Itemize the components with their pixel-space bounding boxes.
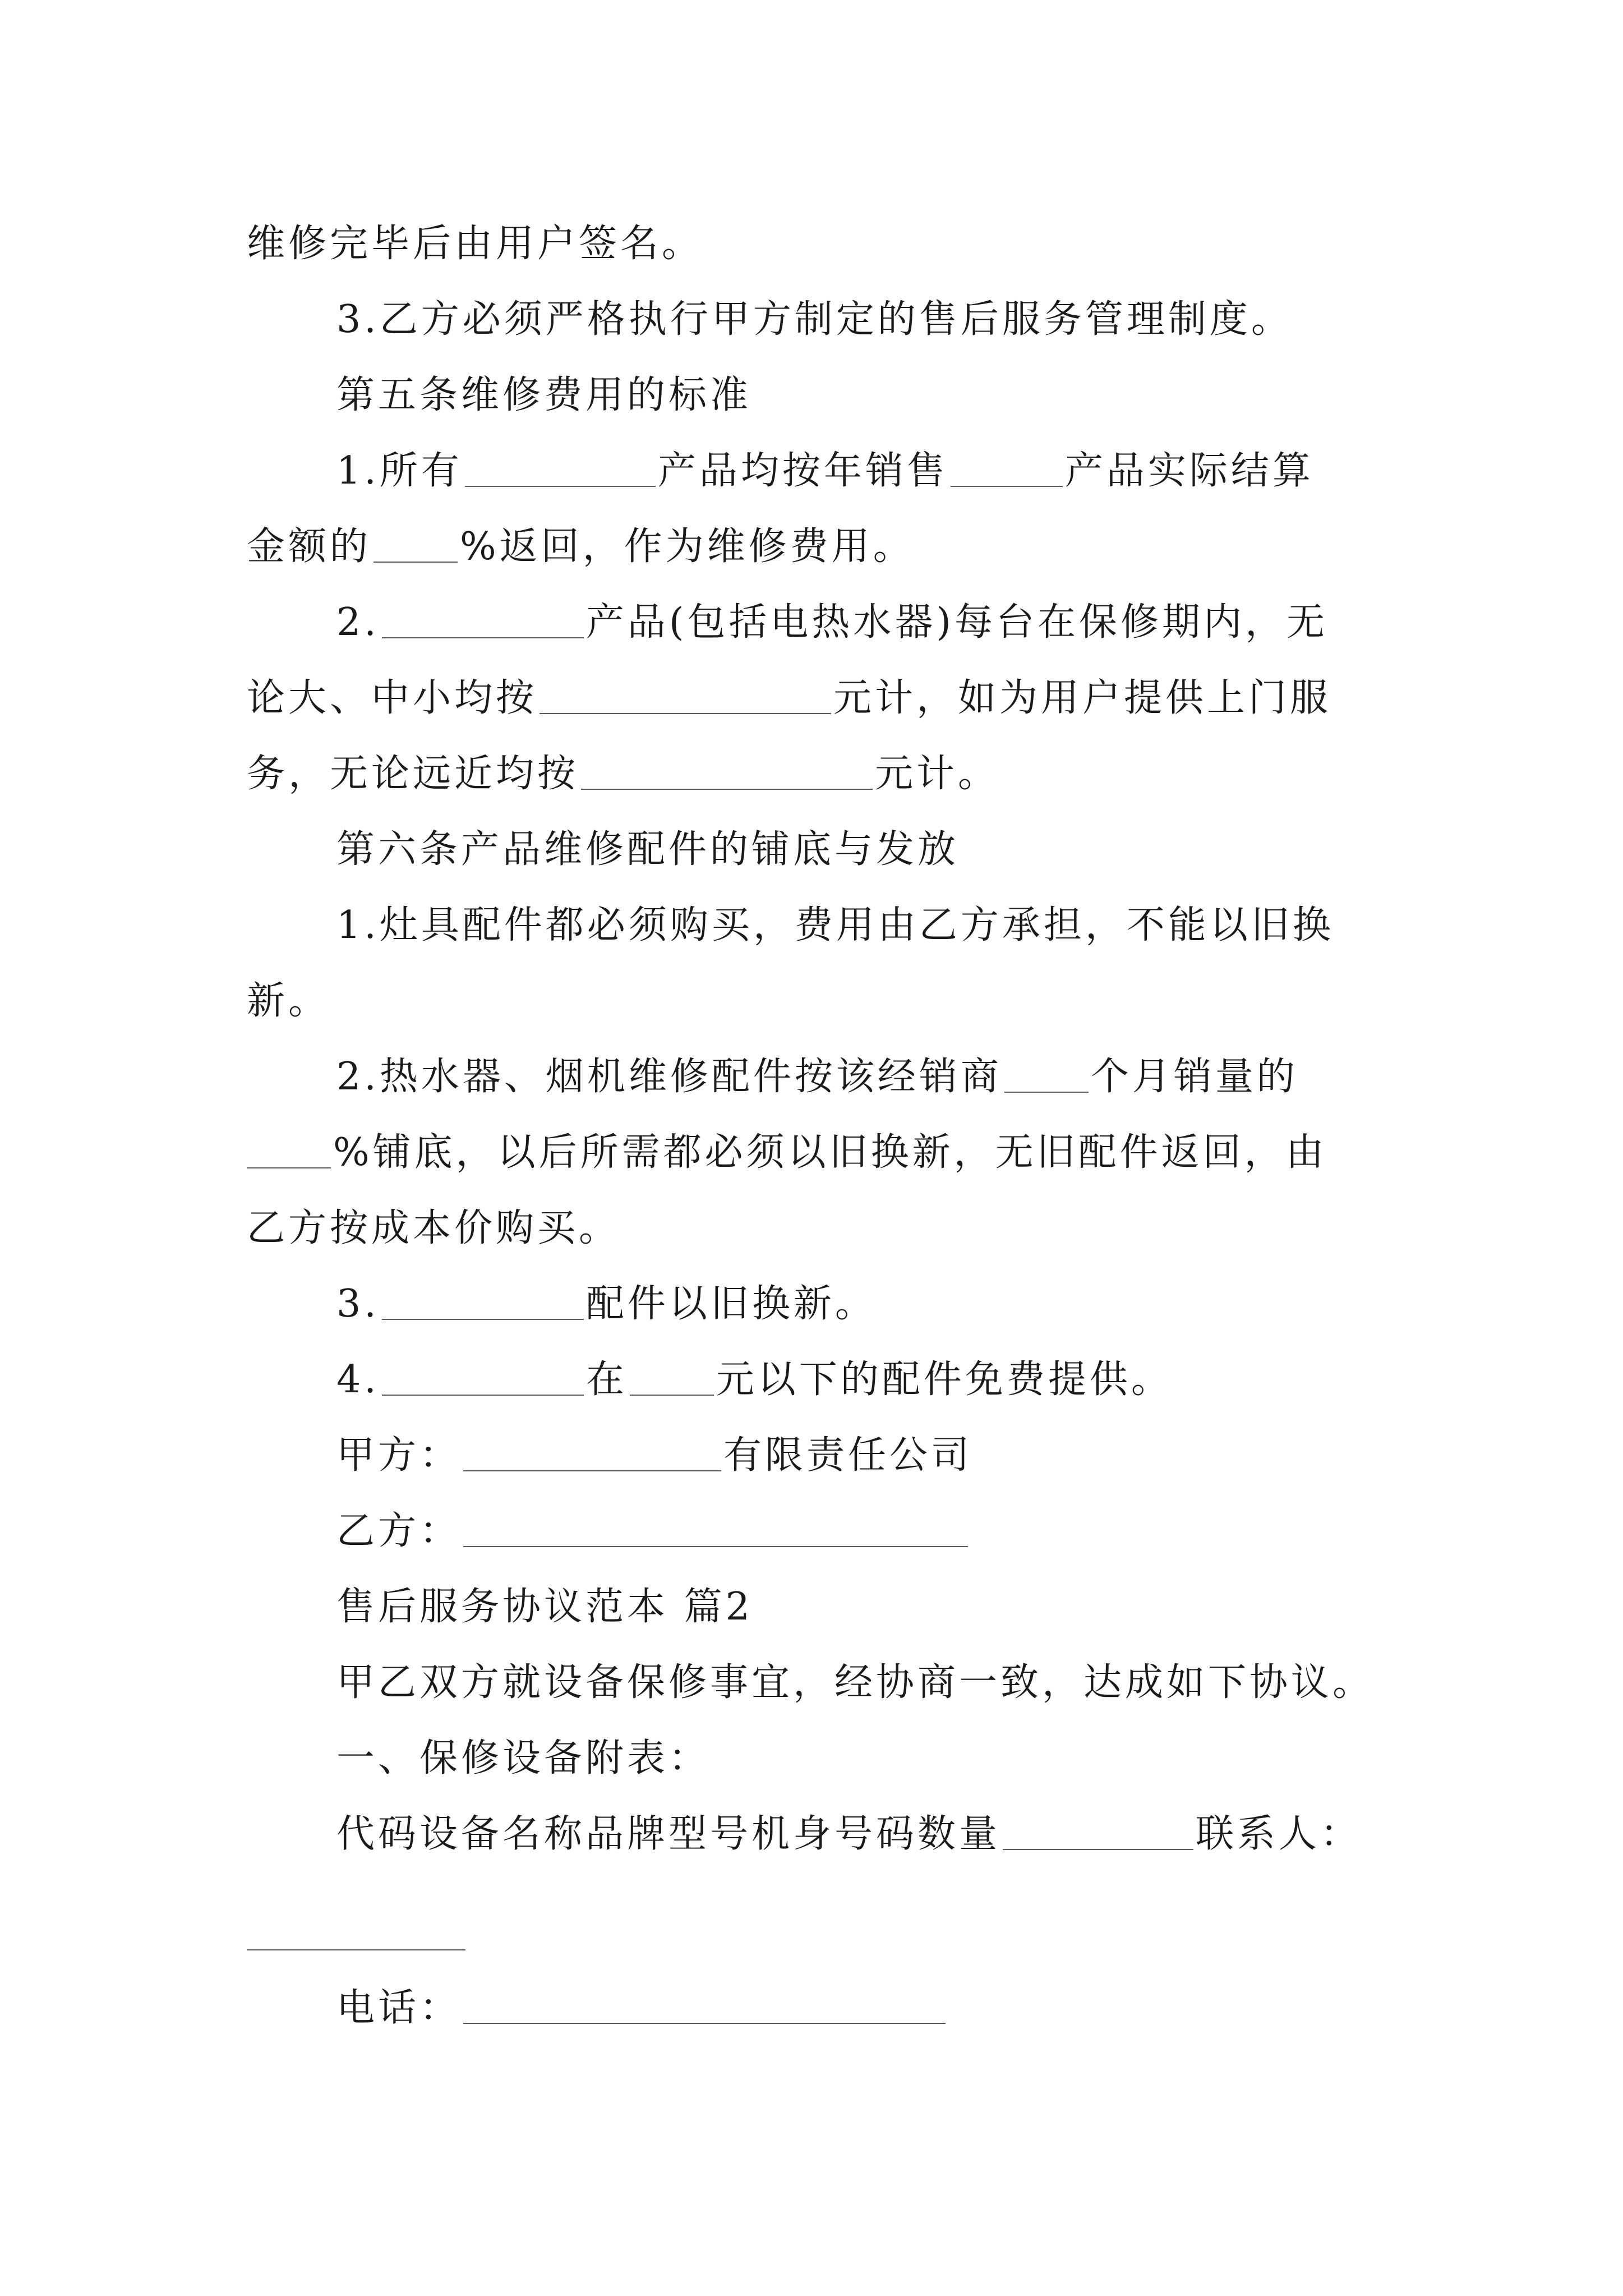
fill-in-blank[interactable]: [247, 1167, 331, 1168]
text-segment: 产品(包括电热水器)每台在保修期内，无: [585, 600, 1328, 645]
text-segment: 电话：: [336, 1986, 462, 2030]
signature-line-party-a: [336, 1433, 972, 1478]
text-line: [336, 1055, 1298, 1099]
fill-in-blank[interactable]: [463, 1546, 968, 1547]
text-segment: 元计，如为用户提供上门服: [833, 676, 1332, 720]
fill-in-blank[interactable]: [382, 1395, 584, 1396]
text-segment: 元计。: [875, 752, 1000, 796]
text-segment: 配件以旧换新。: [585, 1282, 877, 1326]
text-line: [247, 1206, 620, 1251]
text-segment: 代码设备名称品牌型号机身号码数量: [336, 1812, 1001, 1856]
text-line: [336, 903, 1334, 948]
text-segment: 第五条维修费用的标准: [336, 373, 752, 417]
text-line: [336, 600, 1328, 645]
text-segment: 在: [585, 1358, 628, 1402]
fill-in-blank[interactable]: [374, 562, 458, 563]
text-segment: 元以下的配件免费提供。: [716, 1358, 1173, 1402]
text-line: [247, 222, 703, 266]
text-line: [336, 297, 1293, 342]
text-segment: 甲方：: [336, 1433, 462, 1478]
fill-in-blank[interactable]: [581, 789, 873, 790]
text-segment: 乙方：: [336, 1509, 462, 1553]
text-segment: 新。: [247, 979, 330, 1023]
text-line: [336, 1282, 877, 1327]
text-segment: 个月销量的: [1090, 1055, 1298, 1099]
text-segment: 乙方按成本价购买。: [247, 1206, 621, 1250]
text-line: [336, 1358, 1173, 1402]
text-segment: 甲乙双方就设备保修事宜，经协商一致，达成如下协议。: [336, 1660, 1375, 1705]
text-segment: 论大、中小均按: [247, 676, 538, 720]
text-segment: 第六条产品维修配件的铺底与发放: [336, 827, 960, 872]
text-line: [336, 1986, 948, 2031]
text-segment: 售后服务协议范本 篇2: [336, 1585, 753, 1629]
fill-in-blank[interactable]: [1003, 1849, 1193, 1850]
section-heading: [336, 373, 751, 418]
section-heading: [336, 827, 959, 872]
text-segment: 1.灶具配件都必须购买，费用由乙方承担，不能以旧换: [336, 903, 1334, 947]
text-segment: 2.: [336, 600, 380, 645]
text-line: [247, 676, 1331, 721]
fill-in-blank[interactable]: [465, 486, 656, 487]
text-segment: 联系人：: [1196, 1812, 1362, 1856]
fill-in-blank[interactable]: [247, 1949, 465, 1950]
text-segment: 1.所有: [336, 449, 463, 493]
fill-in-blank[interactable]: [463, 1470, 721, 1471]
text-line: [247, 524, 915, 569]
text-segment: 金额的: [247, 524, 372, 569]
fill-in-blank[interactable]: [382, 637, 584, 638]
text-line: [247, 1130, 1327, 1175]
signature-line-party-b: [336, 1509, 970, 1554]
text-line: [247, 979, 330, 1024]
fill-in-blank[interactable]: [630, 1395, 714, 1396]
text-segment: 有限责任公司: [723, 1433, 973, 1478]
text-segment: 产品均按年销售: [657, 449, 948, 493]
fill-in-blank[interactable]: [382, 1319, 584, 1320]
text-line: [336, 1736, 710, 1781]
fill-in-blank[interactable]: [951, 486, 1063, 487]
fill-in-blank[interactable]: [463, 2023, 946, 2024]
text-segment: 一、保修设备附表：: [336, 1736, 711, 1780]
text-segment: %返回，作为维修费用。: [460, 524, 915, 569]
text-segment: 产品实际结算: [1064, 449, 1314, 493]
text-segment: %铺底，以后所需都必须以旧换新，无旧配件返回，由: [333, 1130, 1327, 1175]
text-segment: 3.: [336, 1282, 380, 1326]
text-line: [247, 752, 999, 797]
text-segment: 维修完毕后由用户签名。: [247, 222, 704, 266]
text-line: [336, 1660, 1374, 1705]
text-segment: 3.乙方必须严格执行甲方制定的售后服务管理制度。: [336, 297, 1293, 342]
text-line: [336, 1812, 1362, 1857]
section-title: [336, 1585, 753, 1630]
text-line: [336, 449, 1314, 494]
text-segment: 务，无论远近均按: [247, 752, 579, 796]
fill-in-blank[interactable]: [1004, 1092, 1089, 1093]
fill-in-blank[interactable]: [540, 713, 831, 714]
text-segment: 2.热水器、烟机维修配件按该经销商: [336, 1055, 1002, 1099]
text-segment: 4.: [336, 1358, 380, 1402]
